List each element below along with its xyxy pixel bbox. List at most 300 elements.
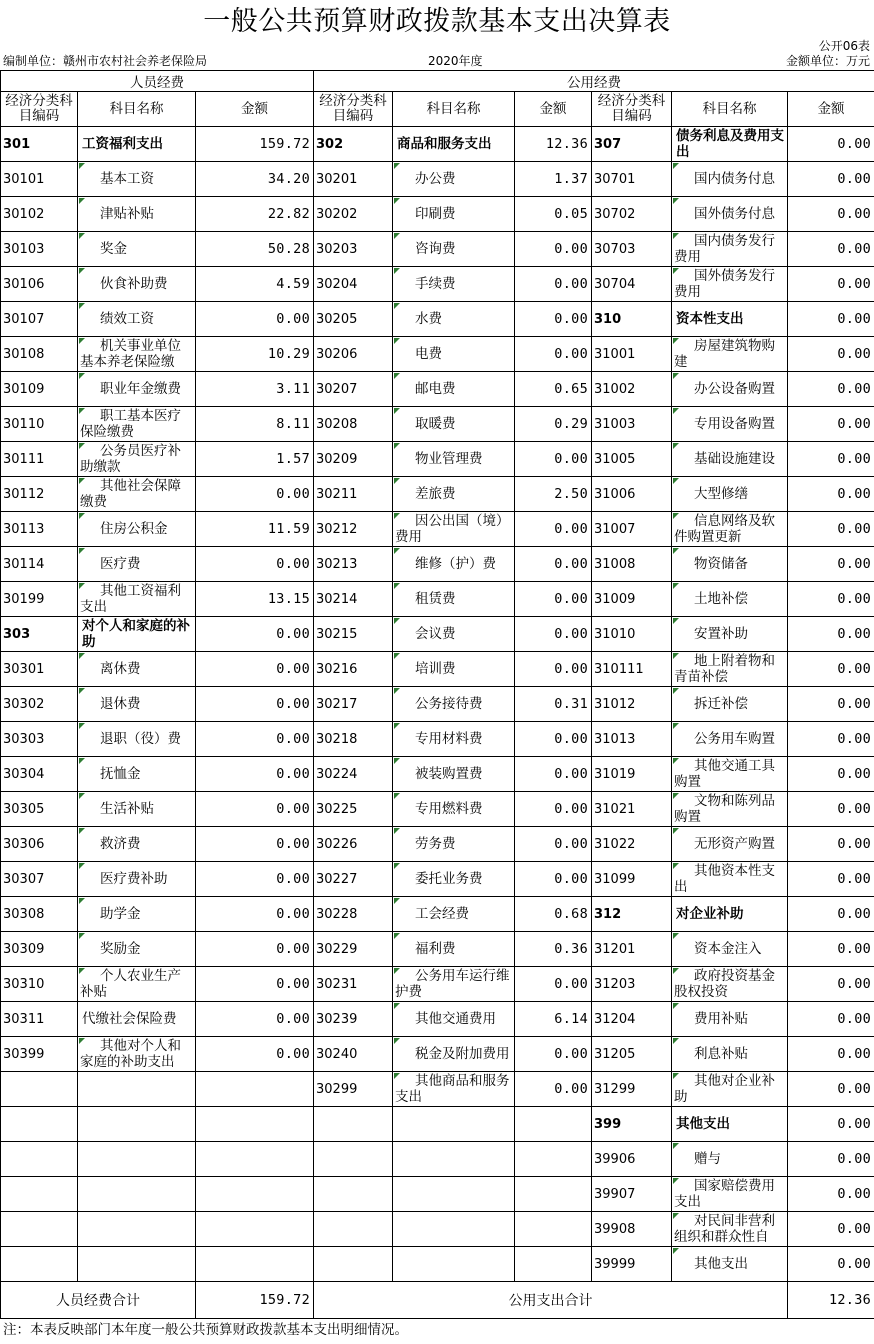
amount-cell: 0.00: [196, 932, 314, 967]
amount-cell: 0.00: [788, 897, 874, 932]
item-name-cell: 无形资产购置: [672, 827, 788, 862]
table-row: [1, 1142, 874, 1177]
code-cell: 312: [592, 897, 672, 932]
code-cell: 30203: [314, 232, 393, 267]
item-name-cell: 赠与: [672, 1142, 788, 1177]
table-row: [1, 897, 874, 932]
item-name-cell: 职业年金缴费: [78, 372, 196, 407]
item-name-cell: 利息补贴: [672, 1037, 788, 1072]
code-cell: 31006: [592, 477, 672, 512]
item-name-cell: 福利费: [393, 932, 515, 967]
item-name-cell: 因公出国（境）费用: [393, 512, 515, 547]
amount-cell: 0.00: [788, 1177, 874, 1212]
code-cell: 30310: [1, 967, 78, 1002]
code-cell: 31201: [592, 932, 672, 967]
item-name-cell: 其他资本性支出: [672, 862, 788, 897]
item-name-cell: 文物和陈列品购置: [672, 792, 788, 827]
header-name: 科目名称: [672, 92, 788, 127]
amount-cell: 0.00: [196, 1037, 314, 1072]
item-name-cell: 对民间非营利组织和群众性自: [672, 1212, 788, 1247]
code-cell: 30201: [314, 162, 393, 197]
code-cell: 31022: [592, 827, 672, 862]
amount-cell: 0.29: [515, 407, 592, 442]
table-row: [1, 197, 874, 232]
amount-cell: 8.11: [196, 407, 314, 442]
item-name-cell: [78, 1177, 196, 1212]
table-row: [1, 967, 874, 1002]
code-cell: 30305: [1, 792, 78, 827]
code-cell: 30202: [314, 197, 393, 232]
code-cell: 31001: [592, 337, 672, 372]
code-cell: 307: [592, 127, 672, 162]
item-name-cell: [393, 1107, 515, 1142]
code-cell: 303: [1, 617, 78, 652]
table-row: [1, 1037, 874, 1072]
code-cell: 30205: [314, 302, 393, 337]
code-cell: 30307: [1, 862, 78, 897]
item-name-cell: 会议费: [393, 617, 515, 652]
table-row: [1, 1002, 874, 1037]
code-cell: 31099: [592, 862, 672, 897]
section-personnel: 人员经费: [1, 71, 314, 92]
amount-cell: 0.00: [515, 862, 592, 897]
table-row: [1, 652, 874, 687]
item-name-cell: 其他交通工具购置: [672, 757, 788, 792]
amount-cell: 0.00: [788, 792, 874, 827]
code-cell: 302: [314, 127, 393, 162]
amount-cell: 34.20: [196, 162, 314, 197]
code-cell: 30211: [314, 477, 393, 512]
amount-cell: [515, 1142, 592, 1177]
amount-cell: 0.00: [515, 442, 592, 477]
code-cell: 30701: [592, 162, 672, 197]
item-name-cell: [393, 1247, 515, 1282]
code-cell: 30224: [314, 757, 393, 792]
code-cell: 31002: [592, 372, 672, 407]
item-name-cell: 专用材料费: [393, 722, 515, 757]
item-name-cell: 物资储备: [672, 547, 788, 582]
amount-cell: 3.11: [196, 372, 314, 407]
amount-cell: [515, 1212, 592, 1247]
code-cell: 31007: [592, 512, 672, 547]
section-public: 公用经费: [314, 71, 874, 92]
item-name-cell: 大型修缮: [672, 477, 788, 512]
header-name: 科目名称: [78, 92, 196, 127]
amount-cell: 0.00: [788, 512, 874, 547]
item-name-cell: 退休费: [78, 687, 196, 722]
item-name-cell: 其他支出: [672, 1247, 788, 1282]
expenditure-table: [0, 70, 874, 1319]
amount-cell: 0.00: [515, 827, 592, 862]
item-name-cell: 医疗费补助: [78, 862, 196, 897]
item-name-cell: 印刷费: [393, 197, 515, 232]
amount-cell: 0.00: [515, 1072, 592, 1107]
item-name-cell: 安置补助: [672, 617, 788, 652]
code-cell: 30110: [1, 407, 78, 442]
amount-cell: 0.00: [196, 897, 314, 932]
unit-label: 金额单位：万元: [785, 54, 870, 68]
item-name-cell: 生活补贴: [78, 792, 196, 827]
code-cell: 30227: [314, 862, 393, 897]
amount-cell: 50.28: [196, 232, 314, 267]
item-name-cell: 国内债务发行费用: [672, 232, 788, 267]
code-cell: 30399: [1, 1037, 78, 1072]
amount-cell: 0.00: [788, 862, 874, 897]
item-name-cell: 劳务费: [393, 827, 515, 862]
amount-cell: 0.00: [788, 127, 874, 162]
code-cell: [1, 1177, 78, 1212]
table-row: [1, 477, 874, 512]
amount-cell: 0.00: [196, 757, 314, 792]
code-cell: 30304: [1, 757, 78, 792]
table-row: [1, 722, 874, 757]
amount-cell: 0.00: [515, 547, 592, 582]
code-cell: 30225: [314, 792, 393, 827]
amount-cell: 0.00: [196, 547, 314, 582]
amount-cell: 0.00: [788, 652, 874, 687]
header-code: 经济分类科目编码: [1, 92, 78, 127]
item-name-cell: 手续费: [393, 267, 515, 302]
item-name-cell: 职工基本医疗保险缴费: [78, 407, 196, 442]
code-cell: 30702: [592, 197, 672, 232]
page-title: 一般公共预算财政拨款基本支出决算表: [203, 6, 671, 37]
code-cell: 30303: [1, 722, 78, 757]
item-name-cell: 工会经费: [393, 897, 515, 932]
code-cell: 30226: [314, 827, 393, 862]
code-cell: 30215: [314, 617, 393, 652]
header-amount: 金额: [196, 92, 314, 127]
item-name-cell: 邮电费: [393, 372, 515, 407]
item-name-cell: 工资福利支出: [78, 127, 196, 162]
amount-cell: [196, 1072, 314, 1107]
amount-cell: 0.00: [196, 652, 314, 687]
amount-cell: 0.00: [788, 1107, 874, 1142]
table-row: [1, 337, 874, 372]
amount-cell: 0.00: [196, 722, 314, 757]
amount-cell: 0.00: [788, 1142, 874, 1177]
item-name-cell: 其他交通费用: [393, 1002, 515, 1037]
amount-cell: 0.00: [196, 967, 314, 1002]
code-cell: 30704: [592, 267, 672, 302]
amount-cell: 159.72: [196, 127, 314, 162]
amount-cell: 0.00: [788, 337, 874, 372]
code-cell: 31008: [592, 547, 672, 582]
table-body: [1, 127, 874, 1282]
code-cell: 30217: [314, 687, 393, 722]
amount-cell: 11.59: [196, 512, 314, 547]
item-name-cell: 专用燃料费: [393, 792, 515, 827]
item-name-cell: 公务员医疗补助缴款: [78, 442, 196, 477]
item-name-cell: 机关事业单位基本养老保险缴: [78, 337, 196, 372]
code-cell: 30208: [314, 407, 393, 442]
item-name-cell: 代缴社会保险费: [78, 1002, 196, 1037]
item-name-cell: 公务用车运行维护费: [393, 967, 515, 1002]
code-cell: 30108: [1, 337, 78, 372]
amount-cell: 0.00: [515, 757, 592, 792]
code-cell: [314, 1177, 393, 1212]
code-cell: 30703: [592, 232, 672, 267]
code-cell: [1, 1142, 78, 1177]
code-cell: 30240: [314, 1037, 393, 1072]
amount-cell: 0.00: [788, 1037, 874, 1072]
amount-cell: 0.00: [788, 722, 874, 757]
table-row: [1, 512, 874, 547]
code-cell: 399: [592, 1107, 672, 1142]
code-cell: [314, 1142, 393, 1177]
amount-cell: 0.00: [196, 302, 314, 337]
table-row: [1, 127, 874, 162]
amount-cell: 0.00: [788, 302, 874, 337]
item-name-cell: 资本金注入: [672, 932, 788, 967]
code-cell: [1, 1072, 78, 1107]
item-name-cell: 培训费: [393, 652, 515, 687]
item-name-cell: 基本工资: [78, 162, 196, 197]
amount-cell: 0.00: [788, 547, 874, 582]
item-name-cell: 委托业务费: [393, 862, 515, 897]
item-name-cell: 国外债务发行费用: [672, 267, 788, 302]
item-name-cell: 抚恤金: [78, 757, 196, 792]
code-cell: [1, 1107, 78, 1142]
item-name-cell: 专用设备购置: [672, 407, 788, 442]
item-name-cell: [393, 1142, 515, 1177]
header-code: 经济分类科目编码: [592, 92, 672, 127]
amount-cell: 0.00: [515, 302, 592, 337]
amount-cell: 12.36: [515, 127, 592, 162]
code-cell: [314, 1247, 393, 1282]
amount-cell: 0.00: [196, 792, 314, 827]
amount-cell: 0.00: [196, 1002, 314, 1037]
item-name-cell: 住房公积金: [78, 512, 196, 547]
code-cell: 31021: [592, 792, 672, 827]
amount-cell: 0.05: [515, 197, 592, 232]
item-name-cell: 取暖费: [393, 407, 515, 442]
amount-cell: 2.50: [515, 477, 592, 512]
code-cell: 30109: [1, 372, 78, 407]
item-name-cell: 基础设施建设: [672, 442, 788, 477]
amount-cell: [196, 1212, 314, 1247]
column-header-row: [1, 92, 874, 127]
code-cell: [314, 1107, 393, 1142]
item-name-cell: 维修（护）费: [393, 547, 515, 582]
item-name-cell: 离休费: [78, 652, 196, 687]
item-name-cell: 绩效工资: [78, 302, 196, 337]
code-cell: 30301: [1, 652, 78, 687]
item-name-cell: 物业管理费: [393, 442, 515, 477]
item-name-cell: [393, 1212, 515, 1247]
code-cell: 30206: [314, 337, 393, 372]
item-name-cell: 国内债务付息: [672, 162, 788, 197]
table-row: [1, 232, 874, 267]
item-name-cell: 信息网络及软件购置更新: [672, 512, 788, 547]
code-cell: 30207: [314, 372, 393, 407]
amount-cell: 0.00: [788, 617, 874, 652]
amount-cell: 0.00: [515, 1037, 592, 1072]
table-row: [1, 1107, 874, 1142]
code-cell: [314, 1212, 393, 1247]
code-cell: 30218: [314, 722, 393, 757]
item-name-cell: 国家赔偿费用支出: [672, 1177, 788, 1212]
table-row: [1, 1212, 874, 1247]
table-row: [1, 757, 874, 792]
table-row: [1, 862, 874, 897]
header-amount: 金额: [515, 92, 592, 127]
amount-cell: 0.00: [788, 267, 874, 302]
item-name-cell: 对个人和家庭的补助: [78, 617, 196, 652]
code-cell: 31010: [592, 617, 672, 652]
code-cell: 30228: [314, 897, 393, 932]
item-name-cell: 税金及附加费用: [393, 1037, 515, 1072]
item-name-cell: 伙食补助费: [78, 267, 196, 302]
item-name-cell: 商品和服务支出: [393, 127, 515, 162]
code-cell: 31013: [592, 722, 672, 757]
code-cell: 310111: [592, 652, 672, 687]
amount-cell: 0.00: [515, 652, 592, 687]
item-name-cell: 差旅费: [393, 477, 515, 512]
code-cell: 310: [592, 302, 672, 337]
item-name-cell: 国外债务付息: [672, 197, 788, 232]
amount-cell: [515, 1247, 592, 1282]
table-row: [1, 1072, 874, 1107]
amount-cell: [515, 1107, 592, 1142]
item-name-cell: 办公费: [393, 162, 515, 197]
item-name-cell: 租赁费: [393, 582, 515, 617]
code-cell: 30299: [314, 1072, 393, 1107]
amount-cell: 0.00: [515, 792, 592, 827]
item-name-cell: 其他社会保障缴费: [78, 477, 196, 512]
item-name-cell: [78, 1107, 196, 1142]
code-cell: 30302: [1, 687, 78, 722]
code-cell: 30107: [1, 302, 78, 337]
item-name-cell: [78, 1142, 196, 1177]
table-code: 公开06表: [818, 39, 870, 53]
header-amount: 金额: [788, 92, 874, 127]
amount-cell: 10.29: [196, 337, 314, 372]
amount-cell: 0.00: [196, 862, 314, 897]
amount-cell: 0.00: [515, 582, 592, 617]
amount-cell: 0.00: [788, 932, 874, 967]
item-name-cell: 救济费: [78, 827, 196, 862]
code-cell: 30103: [1, 232, 78, 267]
amount-cell: 1.57: [196, 442, 314, 477]
amount-cell: 0.00: [515, 512, 592, 547]
code-cell: 30239: [314, 1002, 393, 1037]
amount-cell: 0.00: [196, 687, 314, 722]
code-cell: 30112: [1, 477, 78, 512]
code-cell: 31012: [592, 687, 672, 722]
footnote: 注：本表反映部门本年度一般公共预算财政拨款基本支出明细情况。: [3, 1322, 408, 1338]
item-name-cell: 拆迁补偿: [672, 687, 788, 722]
item-name-cell: 资本性支出: [672, 302, 788, 337]
item-name-cell: 奖励金: [78, 932, 196, 967]
amount-cell: 0.00: [788, 197, 874, 232]
code-cell: 39906: [592, 1142, 672, 1177]
header-code: 经济分类科目编码: [314, 92, 393, 127]
item-name-cell: 助学金: [78, 897, 196, 932]
amount-cell: [196, 1247, 314, 1282]
item-name-cell: 咨询费: [393, 232, 515, 267]
amount-cell: 0.00: [196, 477, 314, 512]
table-row: [1, 547, 874, 582]
code-cell: 39908: [592, 1212, 672, 1247]
code-cell: 30106: [1, 267, 78, 302]
item-name-cell: [78, 1247, 196, 1282]
section-header-row: [1, 71, 874, 92]
item-name-cell: 费用补贴: [672, 1002, 788, 1037]
code-cell: 31019: [592, 757, 672, 792]
item-name-cell: 公务接待费: [393, 687, 515, 722]
amount-cell: 0.00: [515, 267, 592, 302]
item-name-cell: 债务利息及费用支出: [672, 127, 788, 162]
code-cell: 30216: [314, 652, 393, 687]
amount-cell: 0.00: [515, 967, 592, 1002]
item-name-cell: 其他对个人和家庭的补助支出: [78, 1037, 196, 1072]
item-name-cell: 地上附着物和青苗补偿: [672, 652, 788, 687]
amount-cell: 0.00: [788, 442, 874, 477]
code-cell: 39907: [592, 1177, 672, 1212]
table-row: [1, 1247, 874, 1282]
code-cell: 301: [1, 127, 78, 162]
table-row: [1, 372, 874, 407]
item-name-cell: [78, 1212, 196, 1247]
code-cell: 30213: [314, 547, 393, 582]
table-row: [1, 617, 874, 652]
amount-cell: 0.00: [196, 617, 314, 652]
table-row: [1, 1177, 874, 1212]
code-cell: 30308: [1, 897, 78, 932]
code-cell: 30101: [1, 162, 78, 197]
amount-cell: 0.00: [788, 1247, 874, 1282]
item-name-cell: 电费: [393, 337, 515, 372]
table-row: [1, 792, 874, 827]
table-row: [1, 827, 874, 862]
amount-cell: [196, 1177, 314, 1212]
item-name-cell: 其他对企业补助: [672, 1072, 788, 1107]
table-row: [1, 162, 874, 197]
amount-cell: 0.00: [788, 757, 874, 792]
code-cell: 30204: [314, 267, 393, 302]
amount-cell: 13.15: [196, 582, 314, 617]
item-name-cell: 奖金: [78, 232, 196, 267]
year-label: 2020年度: [428, 54, 483, 68]
code-cell: 30199: [1, 582, 78, 617]
amount-cell: 0.00: [788, 1072, 874, 1107]
amount-cell: [196, 1107, 314, 1142]
code-cell: 31009: [592, 582, 672, 617]
code-cell: 30114: [1, 547, 78, 582]
amount-cell: 0.00: [788, 407, 874, 442]
code-cell: 30212: [314, 512, 393, 547]
amount-cell: 0.00: [788, 232, 874, 267]
item-name-cell: 土地补偿: [672, 582, 788, 617]
table-row: [1, 687, 874, 722]
item-name-cell: 医疗费: [78, 547, 196, 582]
code-cell: [1, 1247, 78, 1282]
amount-cell: 0.00: [788, 162, 874, 197]
amount-cell: [515, 1177, 592, 1212]
amount-cell: 0.65: [515, 372, 592, 407]
amount-cell: 0.31: [515, 687, 592, 722]
item-name-cell: 其他商品和服务支出: [393, 1072, 515, 1107]
org-label: 编制单位：赣州市农村社会养老保险局: [3, 54, 208, 68]
table-row: [1, 302, 874, 337]
item-name-cell: 个人农业生产补贴: [78, 967, 196, 1002]
item-name-cell: 公务用车购置: [672, 722, 788, 757]
table-row: [1, 442, 874, 477]
code-cell: 31205: [592, 1037, 672, 1072]
amount-cell: 0.00: [515, 722, 592, 757]
item-name-cell: 对企业补助: [672, 897, 788, 932]
item-name-cell: 政府投资基金股权投资: [672, 967, 788, 1002]
